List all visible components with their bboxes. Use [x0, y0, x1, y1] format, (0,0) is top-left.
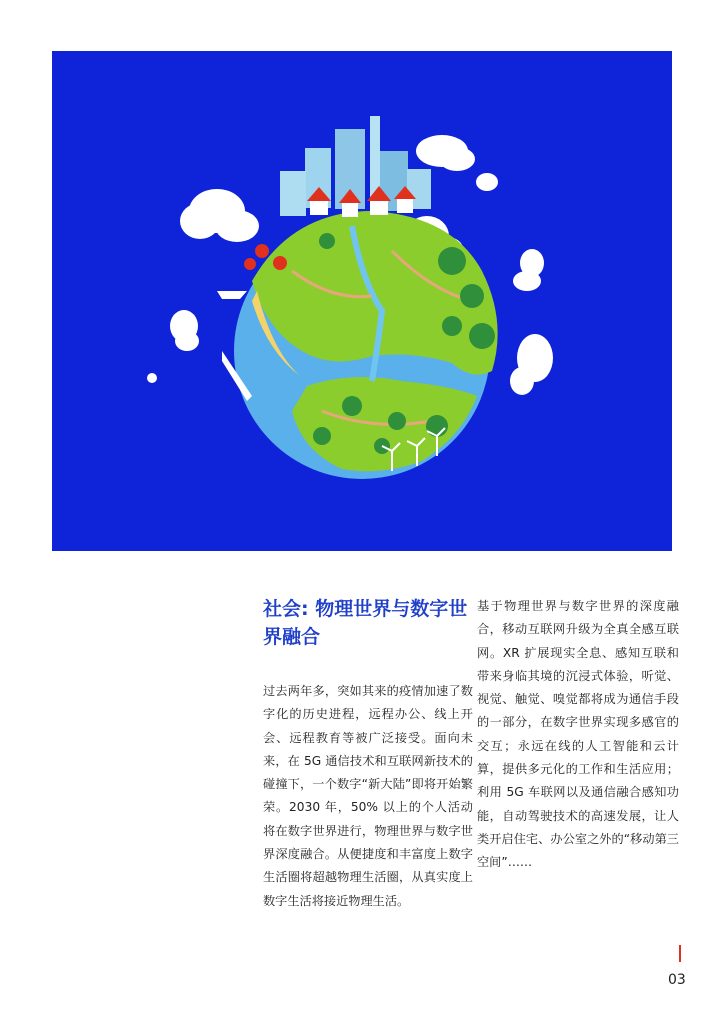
left-paragraph: 过去两年多，突如其来的疫情加速了数字化的历史进程，远程办公、线上开会、远程教育等被广泛接受。面向未来，在 5G 通信技术和互联网新技术的碰撞下，一个数字“新大陆”即将开始繁荣。2030 年，50% 以上的个人活动将在数字世界进行，物理世界与数字世界深度融合。从便捷度和丰富度上数字生活圈将超越物理生活圈，从真实度上数字生活将接近物理生活。	[263, 684, 473, 908]
hero-illustration	[52, 51, 672, 551]
page-number: 03	[668, 972, 686, 988]
page-marker	[679, 945, 681, 962]
globe-illustration	[52, 51, 672, 551]
right-paragraph: 基于物理世界与数字世界的深度融合，移动互联网升级为全真全感互联网。XR 扩展现实全息、感知互联和带来身临其境的沉浸式体验，听觉、视觉、触觉、嗅觉都将成为通信手段的一部分，在数字世界实现多感官的交互；永远在线的人工智能和云计算，提供多元化的工作和生活应用；利用 5G 车联网以及通信融合感知功能，自动驾驶技术的高速发展，让人类开启住宅、办公室之外的“移动第三空间”……	[477, 599, 679, 870]
article-title: 社会: 物理世界与数字世界融合	[263, 598, 468, 648]
